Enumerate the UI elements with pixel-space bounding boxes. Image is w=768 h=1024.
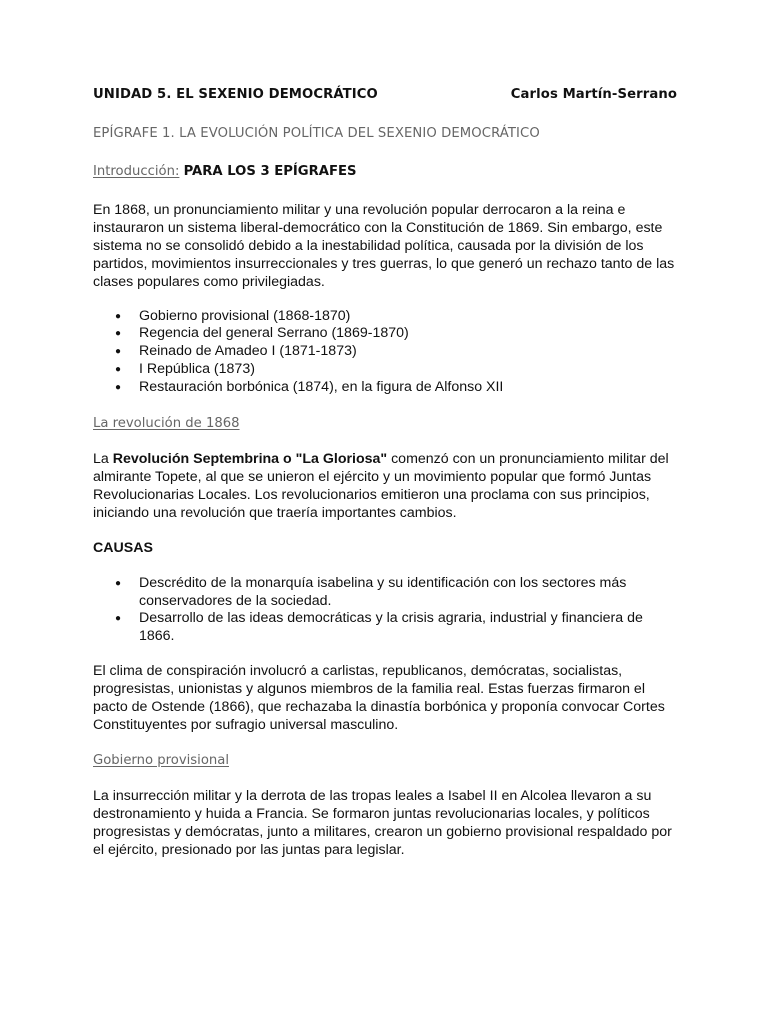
- author-name: Carlos Martín-Serrano: [510, 87, 677, 102]
- document-page: [93, 87, 677, 859]
- intro-line: [93, 164, 677, 184]
- period-item: ● Gobierno provisional (1868-1870): [93, 308, 677, 326]
- periods-list: [93, 308, 677, 398]
- period-item: ● Restauración borbónica (1874), en la figura de Alfonso XII: [93, 379, 677, 397]
- period-item: ● Reinado de Amadeo I (1871-1873): [93, 343, 677, 361]
- unit-title: UNIDAD 5. EL SEXENIO DEMOCRÁTICO: [93, 87, 378, 102]
- section-heading-gobierno[interactable]: Gobierno provisional: [93, 752, 229, 768]
- intro-paragraph: En 1868, un pronunciamiento militar y una revolución popular derrocaron a la reina e instauraron un sistema liberal-democrático con la Constitución de 1869. Sin embargo, este sistema no se consolidó debido a la inestabilidad política, causada por la división de los partidos, movimientos insurreccionales y tres guerras, lo que generó un rechazo tanto de las clases populares como privilegiadas.: [93, 202, 675, 290]
- intro-link[interactable]: Introducción:: [93, 164, 180, 179]
- causas-list: [93, 575, 677, 647]
- period-item: ● Regencia del general Serrano (1869-1870): [93, 325, 677, 343]
- revolucion-prefix: La: [93, 451, 113, 468]
- revolucion-bold-name: Revolución Septembrina o "La Gloriosa": [112, 451, 388, 468]
- gobierno-paragraph: La insurrección militar y la derrota de las tropas leales a Isabel II en Alcolea llevaron a su destronamiento y huida a Francia. Se formaron juntas revolucionarias locales, y políticos progresistas y demócratas, junto a militares, crearon un gobierno provisional respaldado por el ejército, presionado por las juntas para legislar.: [93, 787, 672, 858]
- revolucion-rest: comenzó con un pronunciamiento militar del almirante Topete, al que se unieron el ejército y un movimiento popular que formó Juntas Revolucionarias Locales. Los revolucionarios emitieron una proclama con sus principios, iniciando una revolución que traería importantes cambios.: [93, 451, 669, 521]
- intro-text: PARA LOS 3 EPÍGRAFES: [183, 164, 357, 179]
- document-header: [93, 87, 677, 107]
- revolucion-paragraph: [93, 451, 677, 523]
- causa-item: ● Desarrollo de las ideas democráticas y la crisis agraria, industrial y financiera de 1866.: [93, 610, 677, 646]
- causa-item: ● Descrédito de la monarquía isabelina y su identificación con los sectores más conservadores de la sociedad.: [93, 575, 677, 611]
- period-item: ● I República (1873): [93, 361, 677, 379]
- conspiracion-paragraph: El clima de conspiración involucró a carlistas, republicanos, demócratas, socialistas, progresistas, unionistas y algunos miembros de la familia real. Estas fuerzas firmaron el pacto de Ostende (1866), que rechazaba la dinastía borbónica y proponía convocar Cortes Constituyentes por sufragio universal masculino.: [93, 663, 665, 733]
- causas-heading: CAUSAS: [93, 539, 153, 556]
- section-heading-revolucion[interactable]: La revolución de 1868: [93, 416, 240, 432]
- epigrafe-title: EPÍGRAFE 1. LA EVOLUCIÓN POLÍTICA DEL SEXENIO DEMOCRÁTICO: [93, 126, 540, 141]
